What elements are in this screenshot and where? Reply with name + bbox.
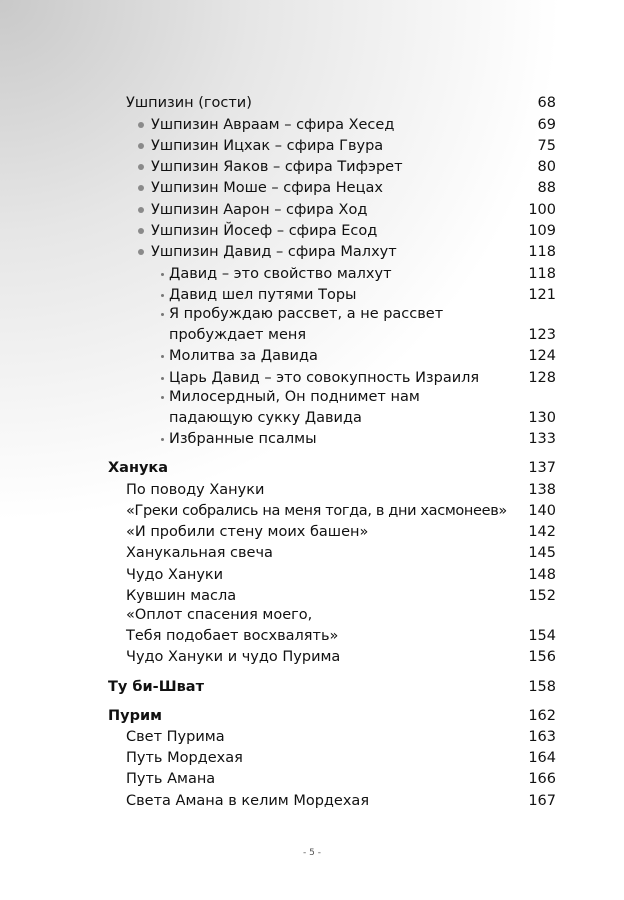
bullet-icon xyxy=(138,207,144,213)
toc-entry-title: Кувшин масла xyxy=(126,588,237,604)
toc-entry-title: Ушпизин Аарон – сфира Ход xyxy=(151,202,368,218)
toc-entry-title: Ушпизин Яаков – сфира Тифэрет xyxy=(151,159,403,175)
toc-entry-title: Ушпизин Моше – сфира Нецах xyxy=(151,180,383,196)
toc-entry-page: 133 xyxy=(528,431,556,447)
toc-entry-title: Путь Амана xyxy=(126,771,216,787)
toc-section-title: Ханука xyxy=(108,460,169,476)
toc-entry-title: Милосердный, Он поднимет нам xyxy=(169,389,420,405)
toc-entry-page: 145 xyxy=(528,545,556,561)
toc-entry-page: 142 xyxy=(528,524,556,540)
toc-entry-title: Ушпизин Авраам – сфира Хесед xyxy=(151,117,395,133)
toc-entry-title: Ушпизин Йосеф – сфира Есод xyxy=(151,223,378,239)
bullet-icon xyxy=(161,438,164,441)
toc-entry-title: Давид – это свойство малхут xyxy=(169,266,392,282)
toc-entry-page: 152 xyxy=(528,588,556,604)
toc-entry-title-continued: падающую сукку Давида xyxy=(169,410,362,426)
toc-entry-page: 156 xyxy=(528,649,556,665)
toc-entry-page: 158 xyxy=(528,679,556,695)
toc-entry-page: 118 xyxy=(528,244,556,260)
toc-entry-title: Избранные псалмы xyxy=(169,431,317,447)
toc-entry-title: Чудо Хануки xyxy=(126,567,224,583)
toc-entry-title: «Греки собрались на меня тогда, в дни хасмонеев» xyxy=(126,503,507,519)
toc-entry-title: «Оплот спасения моего, xyxy=(126,607,313,623)
toc-section-title: Ту би-Шват xyxy=(108,679,204,695)
toc-entry-title: Давид шел путями Торы xyxy=(169,287,357,303)
toc-entry-page: 128 xyxy=(528,370,556,386)
toc-entry-title: Я пробуждаю рассвет, а не рассвет xyxy=(169,306,444,322)
toc-entry-title-continued: Тебя подобает восхвалять» xyxy=(126,628,339,644)
bullet-icon xyxy=(138,143,144,149)
toc-entry-page: 123 xyxy=(528,327,556,343)
toc-entry-page: 164 xyxy=(528,750,556,766)
toc-entry-page: 88 xyxy=(537,180,556,196)
toc-entry-title: Ханукальная свеча xyxy=(126,545,273,561)
toc-entry-title: Света Амана в келим Мордехая xyxy=(126,793,370,809)
toc-entry-page: 140 xyxy=(528,503,556,519)
toc-entry-title: Ушпизин (гости) xyxy=(126,95,252,111)
toc-entry-page: 69 xyxy=(537,117,556,133)
toc-entry-page: 80 xyxy=(537,159,556,175)
toc-entry-page: 121 xyxy=(528,287,556,303)
toc-entry-page: 118 xyxy=(528,266,556,282)
toc-entry-hanuka-oplot[interactable] xyxy=(0,605,624,647)
toc-entry-title-continued: пробуждает меня xyxy=(169,327,307,343)
toc-entry-david-sukka[interactable] xyxy=(0,387,624,429)
toc-entry-title: Путь Мордехая xyxy=(126,750,243,766)
toc-entry-title: По поводу Хануки xyxy=(126,482,265,498)
toc-entry-page: 162 xyxy=(528,708,556,724)
toc-entry-page: 154 xyxy=(528,628,556,644)
toc-entry-page: 75 xyxy=(537,138,556,154)
toc-entry-page: 68 xyxy=(537,95,556,111)
toc-entry-page: 137 xyxy=(528,460,556,476)
toc-entry-page: 163 xyxy=(528,729,556,745)
bullet-icon xyxy=(161,377,164,380)
toc-entry-page: 130 xyxy=(528,410,556,426)
toc-entry-page: 109 xyxy=(528,223,556,239)
bullet-icon xyxy=(138,122,144,128)
bullet-icon xyxy=(161,396,164,399)
bullet-icon xyxy=(138,164,144,170)
toc-entry-title: Царь Давид – это совокупность Израиля xyxy=(169,370,480,386)
bullet-icon xyxy=(161,273,164,276)
toc-entry-page: 138 xyxy=(528,482,556,498)
toc-entry-title: Ушпизин Ицхак – сфира Гвура xyxy=(151,138,384,154)
toc-entry-david-rassvet[interactable] xyxy=(0,304,624,346)
toc-entry-title: Ушпизин Давид – сфира Малхут xyxy=(151,244,397,260)
bullet-icon xyxy=(161,294,164,297)
toc-entry-title: Молитва за Давида xyxy=(169,348,318,364)
bullet-icon xyxy=(138,249,144,255)
bullet-icon xyxy=(138,228,144,234)
bullet-icon xyxy=(138,185,144,191)
toc-entry-page: 148 xyxy=(528,567,556,583)
toc-section-title: Пурим xyxy=(108,708,162,724)
toc-entry-page: 100 xyxy=(528,202,556,218)
bullet-icon xyxy=(161,355,164,358)
toc-entry-title: Свет Пурима xyxy=(126,729,225,745)
toc-entry-title: «И пробили стену моих башен» xyxy=(126,524,369,540)
toc-entry-title: Чудо Хануки и чудо Пурима xyxy=(126,649,341,665)
toc-entry-page: 124 xyxy=(528,348,556,364)
page-number: - 5 - xyxy=(303,848,321,858)
toc-entry-page: 167 xyxy=(528,793,556,809)
bullet-icon xyxy=(161,313,164,316)
toc-entry-page: 166 xyxy=(528,771,556,787)
